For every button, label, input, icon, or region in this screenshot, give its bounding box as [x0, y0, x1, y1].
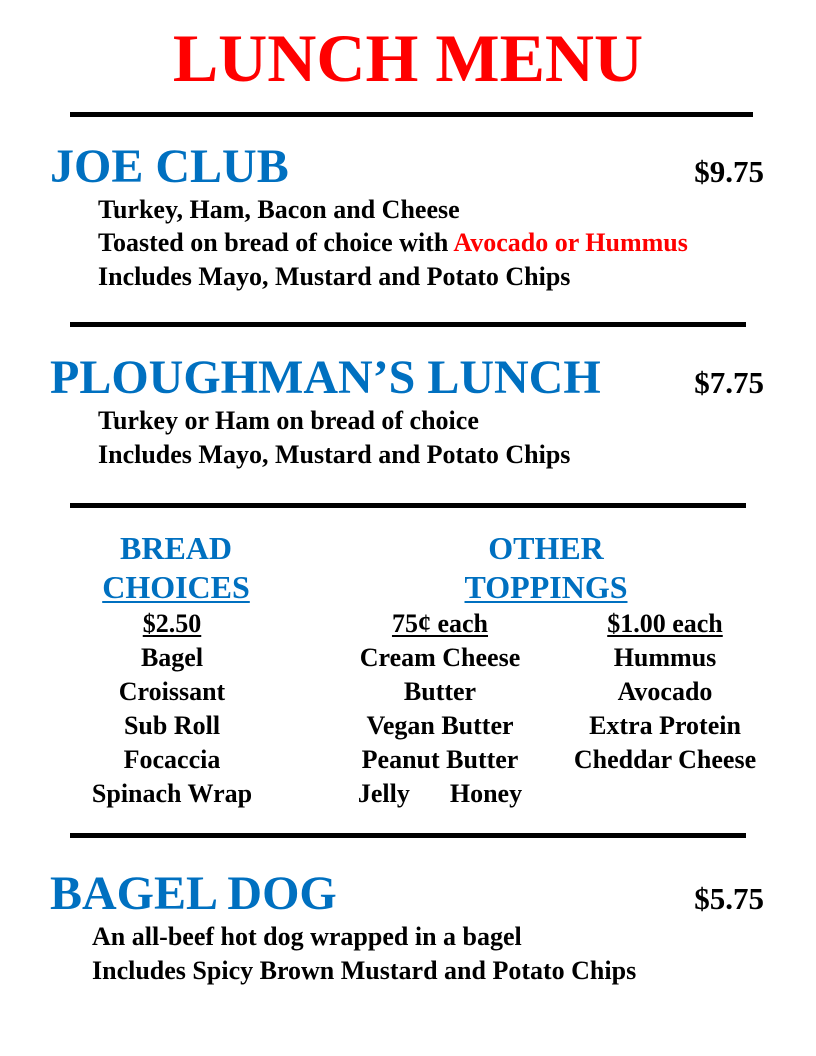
item-name-bagel-dog: BAGEL DOG	[50, 867, 337, 920]
item-description-line: Includes Mayo, Mustard and Potato Chips	[98, 262, 571, 291]
item-description-line: Turkey or Ham on bread of choice	[98, 406, 479, 435]
bread-column	[52, 607, 292, 811]
topping-option: Avocado	[617, 677, 713, 706]
topping-option: Honey	[449, 779, 523, 808]
item-price-bagel-dog: $5.75	[694, 881, 764, 916]
item-price-ploughmans-lunch: $7.75	[694, 365, 764, 400]
bread-option: Focaccia	[123, 745, 221, 774]
bread-option: Bagel	[140, 643, 204, 672]
topping-option: Vegan Butter	[366, 711, 514, 740]
description-text: Toasted on bread of choice with	[98, 228, 454, 257]
divider	[70, 503, 746, 508]
item-description-line: An all-beef hot dog wrapped in a bagel	[92, 922, 522, 951]
bread-option: Spinach Wrap	[91, 779, 253, 808]
highlight-text: Avocado or Hummus	[453, 228, 688, 257]
toppings-heading	[396, 571, 696, 603]
topping-option: Cream Cheese	[359, 643, 521, 672]
bread-option: Sub Roll	[123, 711, 221, 740]
toppings-heading-text: TOPPINGS	[464, 569, 628, 605]
divider	[70, 112, 753, 117]
topping-option: Cheddar Cheese	[573, 745, 757, 774]
toppings-heading: OTHER	[488, 530, 604, 566]
menu-title: LUNCH MENU	[172, 20, 644, 96]
item-description-line: Turkey, Ham, Bacon and Cheese	[98, 195, 460, 224]
topping-price: 75¢ each	[391, 609, 489, 638]
topping-option: Butter	[403, 677, 477, 706]
item-name-joe-club: JOE CLUB	[50, 140, 289, 193]
topping-option: Jelly	[357, 779, 410, 808]
toppings-column-75c	[320, 607, 560, 811]
divider	[70, 833, 746, 838]
item-description-line	[98, 230, 688, 256]
topping-option: Extra Protein	[589, 711, 741, 740]
item-description-line: Includes Spicy Brown Mustard and Potato Chips	[92, 956, 637, 985]
bread-heading-text: CHOICES	[102, 569, 250, 605]
bread-price: $2.50	[142, 609, 202, 638]
topping-option: Peanut Butter	[361, 745, 519, 774]
item-price-joe-club: $9.75	[694, 154, 764, 189]
toppings-column-1dollar	[545, 607, 785, 777]
bread-heading: BREAD	[119, 530, 232, 566]
bread-heading	[26, 571, 326, 603]
item-description-line: Includes Mayo, Mustard and Potato Chips	[98, 440, 571, 469]
topping-price: $1.00 each	[607, 609, 723, 638]
bread-option: Croissant	[118, 677, 226, 706]
divider	[70, 322, 746, 327]
item-name-ploughmans-lunch: PLOUGHMAN’S LUNCH	[50, 351, 601, 404]
topping-option: Hummus	[613, 643, 717, 672]
